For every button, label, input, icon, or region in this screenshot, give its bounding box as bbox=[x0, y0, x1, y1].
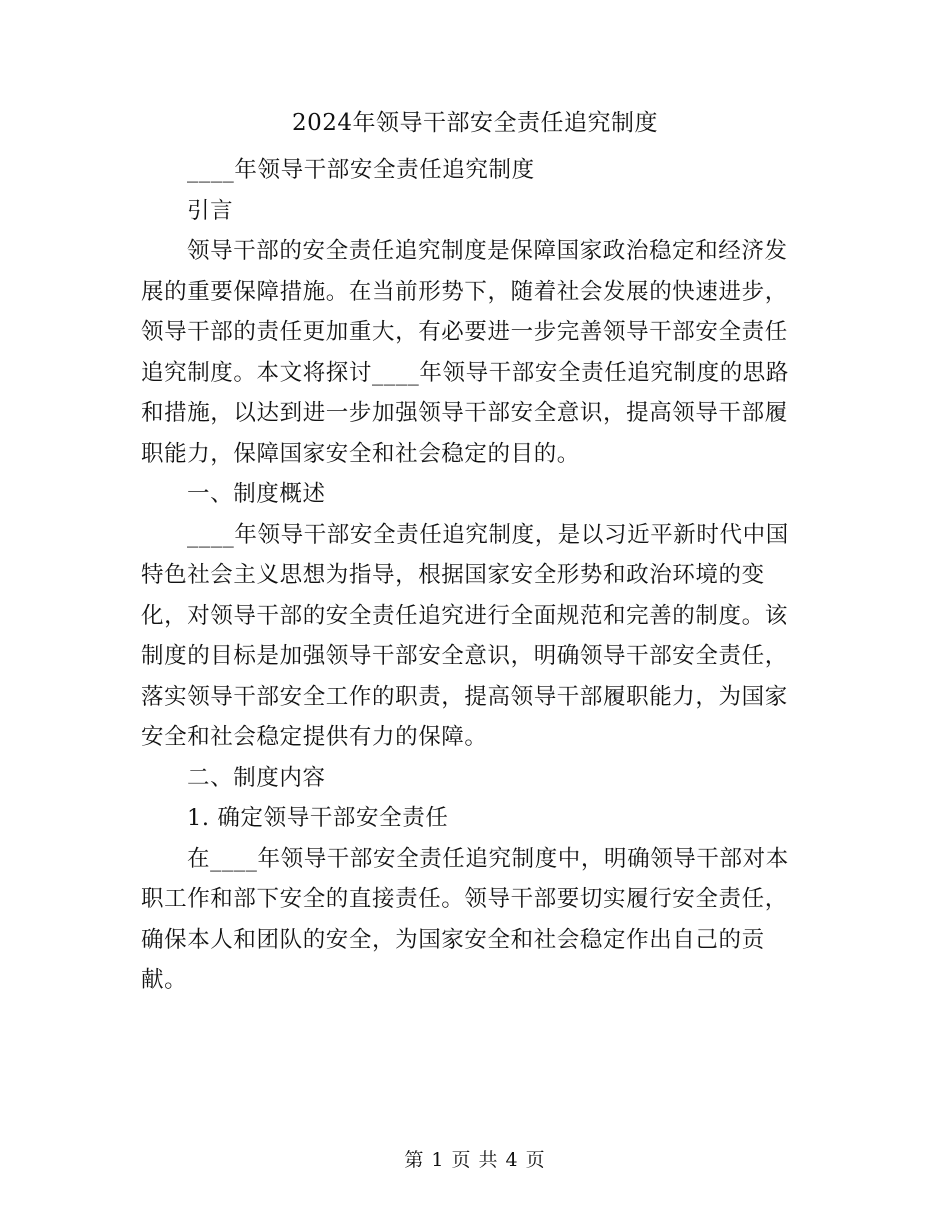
section-heading-intro: 引言 bbox=[187, 197, 234, 224]
body-paragraph: 领导干部的安全责任追究制度是保障国家政治稳定和经济发展的重要保障措施。在当前形势下，随着社会发展的快速进步，领导干部的责任更加重大，有必要进一步完善领导干部安全责任追究制度。本文将探讨____年领导干部安全责任追究制度的思路和措施，以达到进一步加强领导干部安全意识，提高领导干部履职能力，保障国家安全和社会稳定的目的。 bbox=[141, 238, 790, 467]
section-heading-overview: 一、制度概述 bbox=[187, 481, 326, 507]
subtitle-paragraph: ____年领导干部安全责任追究制度 bbox=[187, 157, 535, 183]
document-body bbox=[141, 150, 796, 1001]
body-paragraph: 在____年领导干部安全责任追究制度中，明确领导干部对本职工作和部下安全的直接责任。领导干部要切实履行安全责任，确保本人和团队的安全，为国家安全和社会稳定作出自己的贡献。 bbox=[141, 845, 789, 993]
subsection-heading: 1. 确定领导干部安全责任 bbox=[187, 805, 449, 831]
page-footer: 第 1 页 共 4 页 bbox=[404, 1149, 546, 1171]
body-paragraph: ____年领导干部安全责任追究制度，是以习近平新时代中国特色社会主义思想为指导，根据国家安全形势和政治环境的变化，对领导干部的安全责任追究进行全面规范和完善的制度。该制度的目标是加强领导干部安全意识，明确领导干部安全责任，落实领导干部安全工作的职责，提高领导干部履职能力，为国家安全和社会稳定提供有力的保障。 bbox=[141, 521, 789, 750]
document-title: 2024年领导干部安全责任追究制度 bbox=[291, 110, 659, 136]
section-heading-content: 二、制度内容 bbox=[187, 764, 326, 791]
